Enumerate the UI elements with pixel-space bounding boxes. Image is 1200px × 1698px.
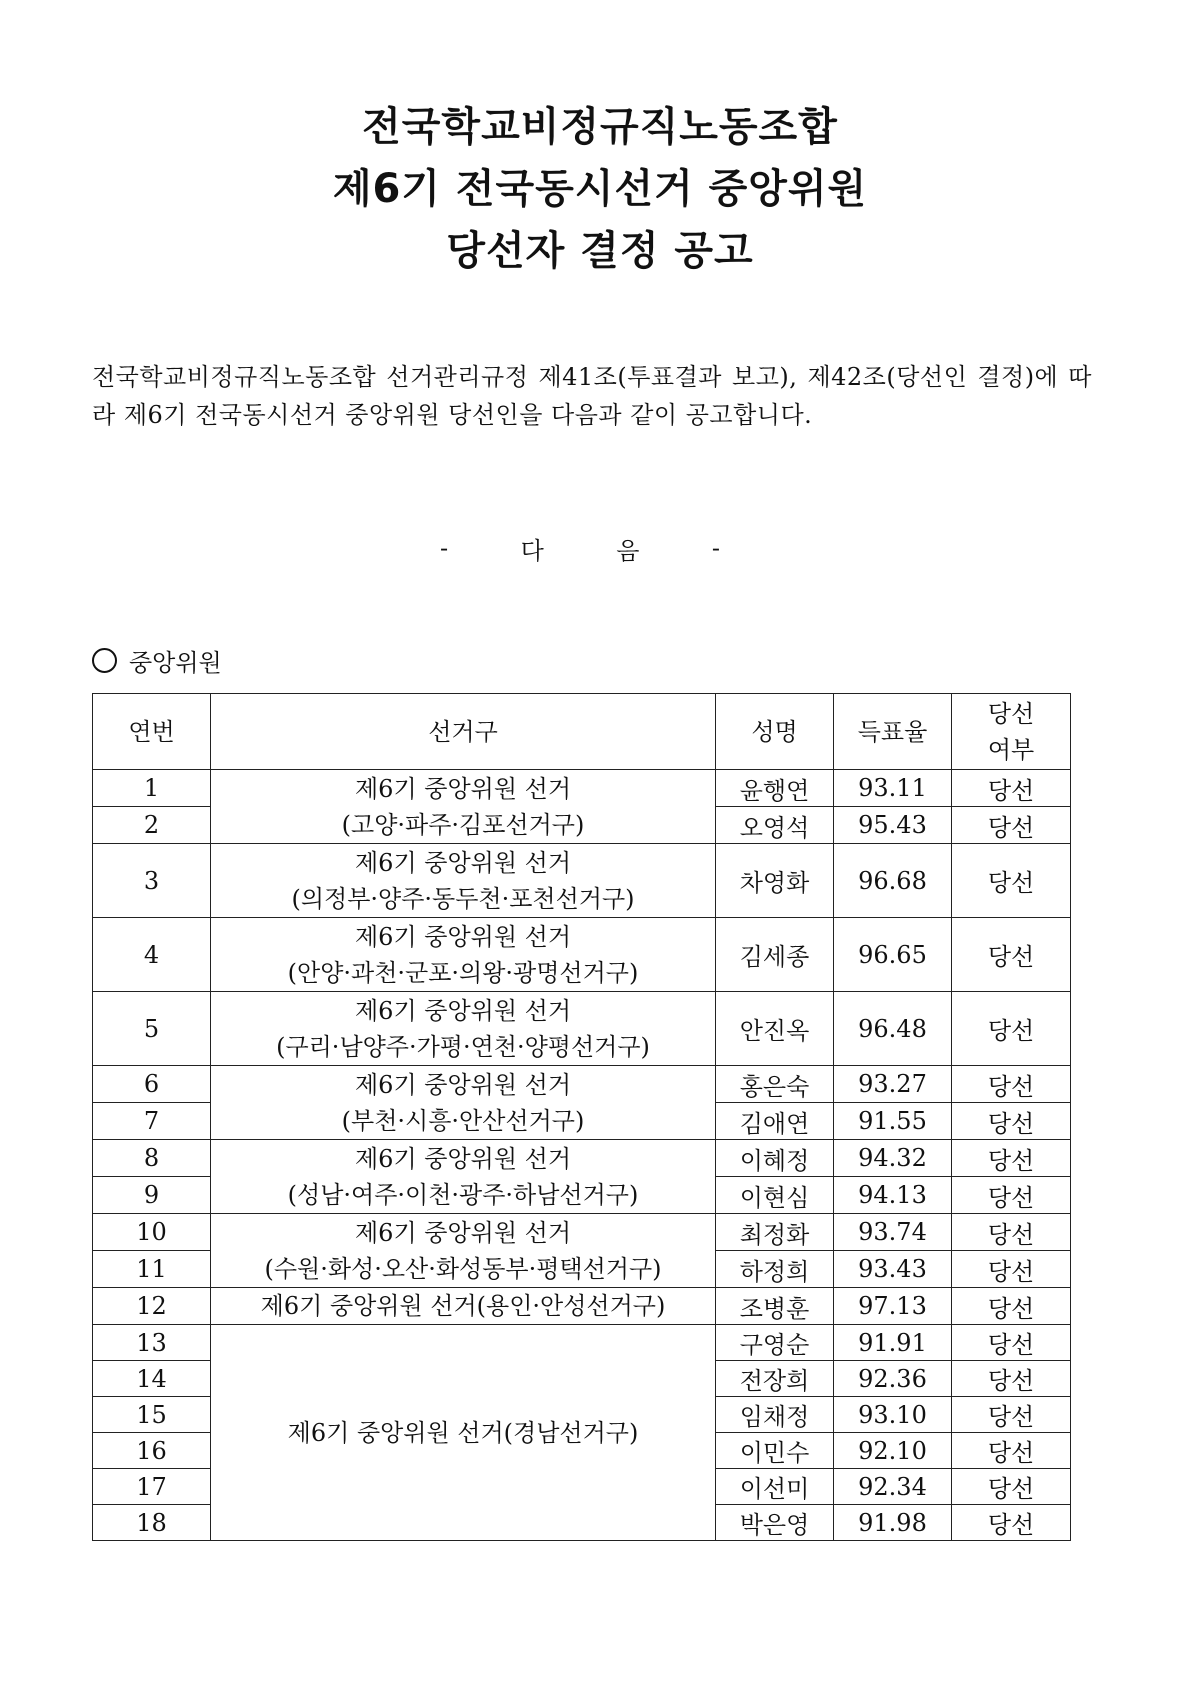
section-separator xyxy=(440,530,720,566)
district-line: (부천·시흥·안산선거구) xyxy=(341,1106,585,1135)
district-cell xyxy=(211,1214,716,1288)
intro-paragraph: 전국학교비정규직노동조합 선거관리규정 제41조(투표결과 보고), 제42조(당선인 결정)에 따라 제6기 전국동시선거 중앙위원 당선인을 다음과 같이 공고합니다. xyxy=(92,363,1092,429)
result-cell: 당선 xyxy=(952,1177,1071,1214)
result-cell: 당선 xyxy=(952,1505,1071,1541)
row-number-cell: 11 xyxy=(93,1251,211,1288)
result-cell: 당선 xyxy=(952,1469,1071,1505)
result-cell: 당선 xyxy=(952,1361,1071,1397)
table-row xyxy=(93,1325,1071,1361)
circle-bullet-icon xyxy=(92,648,117,673)
vote-rate-cell: 95.43 xyxy=(834,807,952,844)
vote-rate-cell: 94.13 xyxy=(834,1177,952,1214)
row-number-cell: 16 xyxy=(93,1433,211,1469)
district-line: 제6기 중앙위원 선거 xyxy=(355,1144,571,1173)
district-cell xyxy=(211,770,716,844)
district-cell xyxy=(211,1066,716,1140)
district-line: (고양·파주·김포선거구) xyxy=(341,810,585,839)
header-vote-rate: 득표율 xyxy=(834,694,952,770)
district-cell xyxy=(211,844,716,918)
vote-rate-cell: 91.98 xyxy=(834,1505,952,1541)
district-line: 제6기 중앙위원 선거 xyxy=(355,1070,571,1099)
table-row xyxy=(93,844,1071,918)
district-cell xyxy=(211,1140,716,1214)
district-line: 제6기 중앙위원 선거 xyxy=(355,996,571,1025)
candidate-name-cell: 박은영 xyxy=(716,1505,834,1541)
vote-rate-cell: 91.91 xyxy=(834,1325,952,1361)
result-cell: 당선 xyxy=(952,1103,1071,1140)
section-heading xyxy=(92,643,222,677)
result-cell: 당선 xyxy=(952,1433,1071,1469)
results-table xyxy=(92,693,1071,1541)
result-cell: 당선 xyxy=(952,770,1071,807)
candidate-name-cell: 조병훈 xyxy=(716,1288,834,1325)
vote-rate-cell: 93.27 xyxy=(834,1066,952,1103)
candidate-name-cell: 윤행연 xyxy=(716,770,834,807)
row-number-cell: 13 xyxy=(93,1325,211,1361)
district-line: 제6기 중앙위원 선거 xyxy=(355,1218,571,1247)
row-number-cell: 18 xyxy=(93,1505,211,1541)
result-cell: 당선 xyxy=(952,992,1071,1066)
row-number-cell: 14 xyxy=(93,1361,211,1397)
district-line: (구리·남양주·가평·연천·양평선거구) xyxy=(276,1032,650,1061)
result-cell: 당선 xyxy=(952,1251,1071,1288)
row-number-cell: 12 xyxy=(93,1288,211,1325)
row-number-cell: 17 xyxy=(93,1469,211,1505)
row-number-cell: 7 xyxy=(93,1103,211,1140)
table-row xyxy=(93,1140,1071,1177)
row-number-cell: 8 xyxy=(93,1140,211,1177)
district-line: 제6기 중앙위원 선거(경남선거구) xyxy=(287,1418,639,1447)
district-line: 제6기 중앙위원 선거 xyxy=(355,774,571,803)
candidate-name-cell: 홍은숙 xyxy=(716,1066,834,1103)
vote-rate-cell: 96.68 xyxy=(834,844,952,918)
separator-char-1: 다 xyxy=(520,536,544,565)
district-cell xyxy=(211,1325,716,1541)
candidate-name-cell: 이현심 xyxy=(716,1177,834,1214)
candidate-name-cell: 차영화 xyxy=(716,844,834,918)
candidate-name-cell: 김애연 xyxy=(716,1103,834,1140)
district-cell xyxy=(211,918,716,992)
vote-rate-cell: 92.36 xyxy=(834,1361,952,1397)
candidate-name-cell: 전장희 xyxy=(716,1361,834,1397)
title-line-union: 전국학교비정규직노동조합 xyxy=(362,104,838,150)
table-row xyxy=(93,918,1071,992)
row-number-cell: 2 xyxy=(93,807,211,844)
separator-char-2: 음 xyxy=(616,536,640,565)
district-line: 제6기 중앙위원 선거 xyxy=(355,848,571,877)
header-result xyxy=(952,694,1071,770)
vote-rate-cell: 92.10 xyxy=(834,1433,952,1469)
candidate-name-cell: 임채정 xyxy=(716,1397,834,1433)
district-line: (성남·여주·이천·광주·하남선거구) xyxy=(287,1180,639,1209)
vote-rate-cell: 96.48 xyxy=(834,992,952,1066)
title-line-election: 제6기 전국동시선거 중앙위원 xyxy=(332,166,868,212)
district-cell xyxy=(211,992,716,1066)
header-name: 성명 xyxy=(716,694,834,770)
candidate-name-cell: 이선미 xyxy=(716,1469,834,1505)
candidate-name-cell: 김세종 xyxy=(716,918,834,992)
header-result-line-2: 여부 xyxy=(987,735,1035,764)
row-number-cell: 15 xyxy=(93,1397,211,1433)
row-number-cell: 9 xyxy=(93,1177,211,1214)
table-row xyxy=(93,1288,1071,1325)
candidate-name-cell: 안진옥 xyxy=(716,992,834,1066)
vote-rate-cell: 92.34 xyxy=(834,1469,952,1505)
row-number-cell: 5 xyxy=(93,992,211,1066)
results-table-body xyxy=(93,770,1071,1541)
district-line: (안양·과천·군포·의왕·광명선거구) xyxy=(287,958,639,987)
table-row xyxy=(93,1066,1071,1103)
vote-rate-cell: 93.43 xyxy=(834,1251,952,1288)
title-line-announcement: 당선자 결정 공고 xyxy=(446,228,754,274)
vote-rate-cell: 93.11 xyxy=(834,770,952,807)
result-cell: 당선 xyxy=(952,1214,1071,1251)
result-cell: 당선 xyxy=(952,1397,1071,1433)
result-cell: 당선 xyxy=(952,1066,1071,1103)
separator-dash-right: - xyxy=(711,534,720,562)
vote-rate-cell: 97.13 xyxy=(834,1288,952,1325)
row-number-cell: 6 xyxy=(93,1066,211,1103)
table-row xyxy=(93,770,1071,807)
row-number-cell: 1 xyxy=(93,770,211,807)
vote-rate-cell: 93.10 xyxy=(834,1397,952,1433)
document-title xyxy=(0,96,1200,282)
header-district: 선거구 xyxy=(211,694,716,770)
vote-rate-cell: 91.55 xyxy=(834,1103,952,1140)
vote-rate-cell: 96.65 xyxy=(834,918,952,992)
candidate-name-cell: 최정화 xyxy=(716,1214,834,1251)
vote-rate-cell: 93.74 xyxy=(834,1214,952,1251)
district-line: (수원·화성·오산·화성동부·평택선거구) xyxy=(264,1254,662,1283)
result-cell: 당선 xyxy=(952,844,1071,918)
header-no: 연번 xyxy=(93,694,211,770)
section-heading-label: 중앙위원 xyxy=(129,648,222,677)
table-row xyxy=(93,1214,1071,1251)
result-cell: 당선 xyxy=(952,1140,1071,1177)
row-number-cell: 3 xyxy=(93,844,211,918)
table-row xyxy=(93,992,1071,1066)
vote-rate-cell: 94.32 xyxy=(834,1140,952,1177)
table-header-row xyxy=(93,694,1071,770)
result-cell: 당선 xyxy=(952,1325,1071,1361)
result-cell: 당선 xyxy=(952,918,1071,992)
district-line: 제6기 중앙위원 선거(용인·안성선거구) xyxy=(260,1292,666,1320)
separator-dash-left: - xyxy=(440,534,449,562)
candidate-name-cell: 이민수 xyxy=(716,1433,834,1469)
candidate-name-cell: 오영석 xyxy=(716,807,834,844)
result-cell: 당선 xyxy=(952,1288,1071,1325)
district-cell xyxy=(211,1288,716,1325)
candidate-name-cell: 구영순 xyxy=(716,1325,834,1361)
candidate-name-cell: 하정희 xyxy=(716,1251,834,1288)
header-result-line-1: 당선 xyxy=(987,699,1035,728)
district-line: (의정부·양주·동두천·포천선거구) xyxy=(291,884,635,913)
district-line: 제6기 중앙위원 선거 xyxy=(355,922,571,951)
row-number-cell: 10 xyxy=(93,1214,211,1251)
row-number-cell: 4 xyxy=(93,918,211,992)
result-cell: 당선 xyxy=(952,807,1071,844)
candidate-name-cell: 이혜정 xyxy=(716,1140,834,1177)
